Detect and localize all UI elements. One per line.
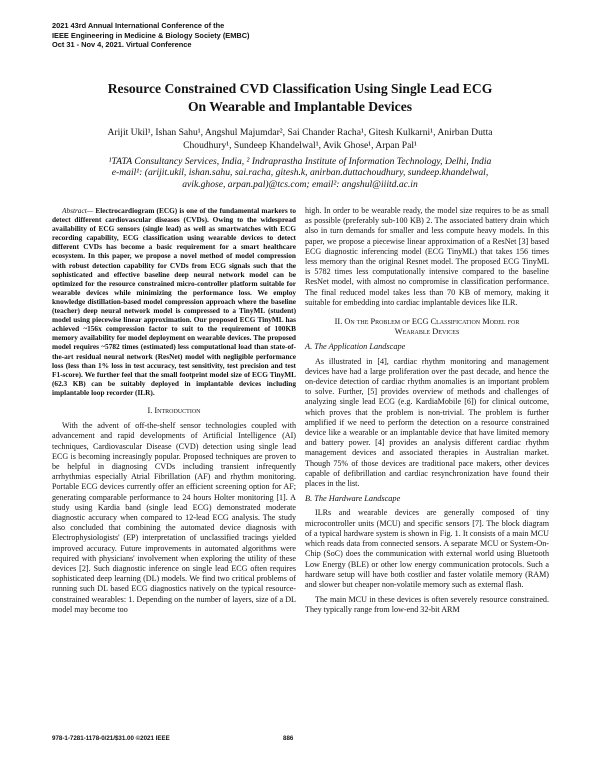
hardware-paragraph-1: ILRs and wearable devices are generally composed of tiny microcontroller units (MCU) and specific sensors [7]. The block diagram of a typical hardware system is shown in Fig. 1. It consists of a main MCU which reads data from connected sensors. A separate MCU or System-On-Chip (SoC) does the communication with external world using Bluetooth Low Energy (BLE) or other low energy communication protocols. Such a hardware setup will have both costlier and faster volatile memory (RAM) and slower but cheaper non-volatile memory such as external flash. — [305, 508, 549, 589]
title-line-2: On Wearable and Implantable Devices — [187, 99, 413, 114]
intro-paragraph: With the advent of off-the-shelf sensor technologies coupled with advancement and rapid developments of Artificial Intelligence (AI) techniques, Cardiovascular Disease (CVD) detection using single lead ECG is becoming increasingly popular. Proposed techniques are proven to be helpful in diagnosing CVDs including transient infrequently arrhythmias especially Atrial Fibrillation (AF) and rhythm monitoring. Portable ECG devices currently offer an efficient screening option for AF; generating comparable performance to 24 hours Holter monitoring [1]. A study using Kardia band (single lead ECG) demonstrated moderate diagnostic accuracy when compared to 12-lead ECG analysis. The study also concluded that combining the automated device diagnosis with Electrophysiologists' (EP) interpretation of unclassified tracings yielded improved accuracy. Future improvements in automated algorithms were required with physicians' involvement when exploring the utility of these devices [2]. Such diagnostic inference on single lead ECG often requires sophisticated deep learning (DL) models. We find two critical problems of running such DL based ECG diagnostics natively on the typical resource-constrained wearables: 1. Depending on the number of layers, size of a DL model may become too — [52, 421, 296, 614]
conference-line-1: 2021 43rd Annual International Conference of the — [52, 21, 225, 30]
hardware-paragraph-2: The main MCU in these devices is often severely resource constrained. They typically range from low-end 32-bit ARM — [305, 595, 549, 615]
authors-line-1: Arijit Ukil¹, Ishan Sahu¹, Angshul Majumdar², Sai Chander Racha¹, Gitesh Kulkarni¹, Anirban Dutta — [107, 127, 493, 138]
affiliation-line-3: avik.ghose, arpan.pal)@tcs.com; email²: angshul@iiitd.ac.in — [182, 178, 418, 190]
affiliation-line-2: e-mail¹: (arijit.ukil, ishan.sahu, sai.racha, gitesh.k, anirban.duttachoudhury, sundeep.khandelwal, — [111, 167, 489, 179]
subsection-heading-hardware: B. The Hardware Landscape — [305, 494, 401, 504]
section-heading-introduction: I. Introduction — [147, 405, 201, 415]
subsection-heading-application: A. The Application Landscape — [305, 342, 406, 352]
application-paragraph: As illustrated in [4], cardiac rhythm monitoring and management devices have had a large proliferation over the past decade, and hence the on-device detection of cardiac rhythm anomalies is an important problem to solve. Further, [5] provides overview of methods and challenges of analyzing single lead ECG (e.g. KardiaMobile [6]) for clinical outcome, which proves that the problem is non-trivial. The problem is further amplified if we need to perform the detection on a resource constrained device like a wearable or an implantable device that have limited memory and battery power. [4] provides an analysis different cardiac rhythm management devices and associated therapies in Australian market. Though 75% of those devices are traditional pace makers, other devices capable of defibrillation and cardiac resynchronization have found their places in the list. — [305, 356, 549, 489]
conference-line-3: Oct 31 - Nov 4, 2021. Virtual Conference — [52, 40, 192, 50]
section2-heading-line-2: Wearable Devices — [394, 327, 460, 337]
section-heading-problem — [305, 317, 549, 337]
footer-isbn: 978-1-7281-1178-0/21/$31.00 ©2021 IEEE — [52, 735, 170, 742]
conference-line-2: IEEE Engineering in Medicine & Biology Society (EMBC) — [52, 30, 250, 40]
conference-header — [52, 21, 352, 50]
left-column — [52, 206, 296, 615]
paper-title — [40, 80, 560, 116]
author-list — [60, 126, 540, 152]
right-column — [305, 206, 549, 616]
abstract-label: Abstract— — [62, 206, 94, 215]
abstract-text: Electrocardiogram (ECG) is one of the fundamental markers to detect different cardiovascular diseases (CVDs). Owing to the widespread availability of ECG sensors (single lead) as well as smartwatches with ECG recording capability, ECG classification using wearable devices to detect different CVDs has become a basic requirement for a smart healthcare ecosystem. In this paper, we propose a novel method of model compression with robust detection capability for CVDs from ECG signals such that the sophisticated and effective baseline deep neural network model can be optimized for the resource constrained micro-controller platform suitable for wearable devices while minimizing the performance loss. We employ knowledge distillation-based model compression approach where the baseline (teacher) deep neural network model is compressed to a TinyML (student) model using piecewise linear approximation. Our proposed ECG TinyML has achieved ~156x compression factor to suit to the requirement of 100KB memory availability for model deployment on wearable devices. The proposed model requires ~5782 times (estimated) less computational load than state-of-the-art residual neural network (ResNet) model with negligible performance loss (less than 1% loss in test accuracy, test sensitivity, test precision and test F1-score). We further feel that the small footprint model size of ECG TinyML (62.3 KB) can be suitably deployed in implantable devices including implantable loop recorder (ILR). — [52, 206, 296, 397]
abstract — [52, 206, 296, 397]
page-number: 886 — [283, 735, 294, 742]
section2-heading-line-1: II. On the Problem of ECG Classification Model for — [334, 317, 520, 327]
intro-paragraph-continued: high. In order to be wearable ready, the model size requires to be as small as possible (preferably sub-100 KB) 2. The associated battery drain which also in turn demands for smaller and less compute heavy models. In this paper, we propose a piecewise linear approximation of a ResNet [3] based ECG diagnostic inferencing model (ECG TinyML) that takes 156 times less memory than the original Resnet model. The proposed ECG TinyML is 5782 times less computationally intensive compared to the baseline ResNet model, with almost no compromise in classification performance. The final reduced model takes less than 70 KB of memory, making it suitable for embedding into cardiac implantable devices like ILR. — [305, 206, 549, 307]
affiliation-line-1: ¹TATA Consultancy Services, India, ² Indraprastha Institute of Information Technology, Delhi, India — [108, 156, 492, 167]
authors-line-2: Choudhury¹, Sundeep Khandelwal¹, Avik Ghose¹, Arpan Pal¹ — [183, 140, 417, 151]
affiliation-block — [52, 156, 548, 190]
title-line-1: Resource Constrained CVD Classification Using Single Lead ECG — [107, 81, 493, 96]
